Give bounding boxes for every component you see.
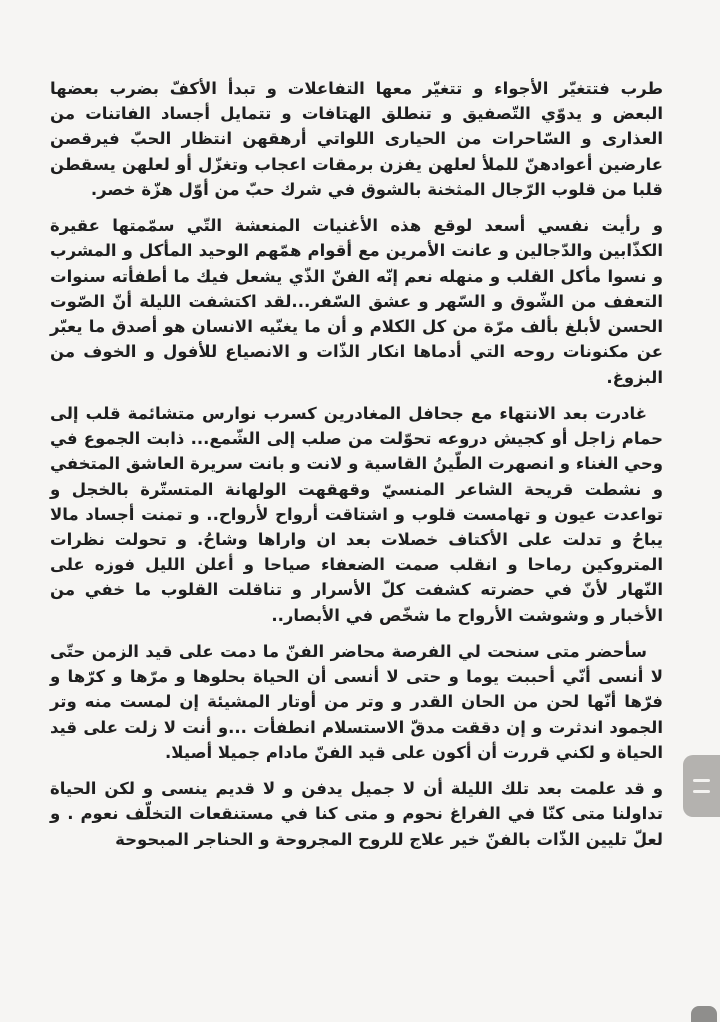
drag-grip-icon — [693, 779, 710, 793]
document-text — [50, 76, 663, 863]
bottom-corner-handle[interactable] — [691, 1006, 717, 1022]
paragraph: و قد علمت بعد تلك الليلة أن لا جميل يدفن و لا قديم ينسى و لكن الحياة تداولنا متى كنّا في الفراغ نحوم و متى كنا في مستنقعات التخلّف نعوم . و لعلّ تليين الذّات بالفنّ خير علاج للروح المجروحة و الحناجر المبحوحة — [50, 779, 663, 849]
paragraph: سأحضر متى سنحت لي الفرصة محاضر الفنّ ما دمت على قيد الزمن حتّى لا أنسى أنّي أحببت يوما و حتى لا أنسى أن الحياة بحلوها و مرّها و كرّها و فرّها أنّها لحن من الحان القدر و وتر من أوتار المشيئة إن لمست منه وتر الجمود اندثرت و إن دققت مدقّ الاستسلام انطفأت ...و أنت لا زلت على قيد الحياة و لكني قررت أن أكون على قيد الفنّ مادام جميلا أصيلا. — [50, 641, 663, 762]
paragraph: غادرت بعد الانتهاء مع جحافل المغادرين كسرب نوارس متشائمة قلب إلى حمام زاجل أو كجيش دروعه تحوّلت من صلب إلى الشّمع... ذابت الجموع في وحي الغناء و انصهرت الطّينُ القاسية و لانت و بانت سريرة العاشق المتخفي و نشطت قريحة الشاعر المنسيّ وقهقهت الولهانة المتستّرة بالخجل و تواعدت عيون و تهامست قلوب و اشتاقت أرواح لأرواح.. و تمنت أجساد مالا يباحُ و تدلت على الأكتاف خصلات بعد ان واراها وشاحُ. و تحولت نظرات المتروكين رماحا و انقلب صمت الضعفاء صياحا و أعلن الليل فوزه على النّهار لأنّ في حضرته كشفت كلّ الأسرار و تناقلت القلوب ما خفي من الأخبار و وشوشت الأرواح ما شخّص في الأبصار.. — [50, 403, 663, 625]
paragraph: و رأيت نفسي أسعد لوقع هذه الأغنيات المنعشة التّي سمّمتها عقيرة الكذّابين والدّجالين و عانت الأمرين مع أقوام همّهم الوحيد المأكل و المشرب و نسوا مأكل القلب و منهله نعم إنّه الفنّ الذّي يشعل فيك ما أطفأته سنوات التعفف من الشّوق و السّهر و عشق السّفر...لقد اكتشفت الليلة أنّ الصّوت الحسن لأبلغ بألف مرّة من كل الكلام و أن ما يغنّيه الانسان هو أصدق ما يعبّر عن مكنونات روحه التي أدماها انكار الذّات و الانصياع للأفول و الخوف من البزوغ. — [50, 216, 663, 387]
scroll-handle[interactable] — [683, 755, 720, 817]
paragraph: طرب فتتغيّر الأجواء و تتغيّر معها التفاعلات و تبدأ الأكفّ بضرب بعضها البعض و يدوّي التّصفيق و تنطلق الهتافات و تتمايل أجساد الفاتنات من العذارى و السّاحرات من الحيارى اللواتي أرهقهن انتظار الحبّ فيرقصن عارضين أعوادهنّ للملأ لعلهن يفزن برمقات اعجاب وتغزّل أو لعلهن يسقطن قلبا من قلوب الرّجال المثخنة بالشوق في شرك حبّ من أوّل هزّة خصر. — [50, 79, 663, 199]
